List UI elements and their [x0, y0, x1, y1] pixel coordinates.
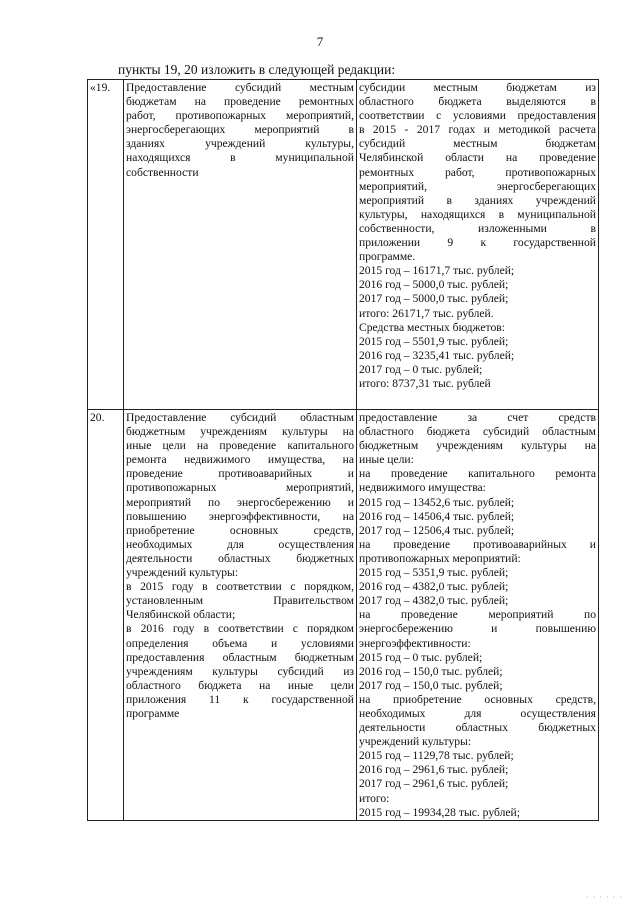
text-line: 2017 год – 5000,0 тыс. рублей;	[359, 292, 509, 306]
text-line: в 2015 году в соответствии с порядком,	[126, 580, 354, 594]
text-line: 2017 год – 2961,6 тыс. рублей;	[359, 777, 509, 791]
table-row	[88, 410, 599, 821]
text-line: программе.	[359, 250, 416, 264]
text-line: 2016 год – 14506,4 тыс. рублей;	[359, 509, 515, 523]
text-line: установленным Правительством	[126, 594, 354, 608]
text-line: областного бюджета субсидий областным	[359, 425, 596, 439]
text-line: 2017 год – 0 тыс. рублей;	[359, 362, 483, 376]
text-line: собственности	[126, 165, 199, 179]
text-line: собственности, изложенными в	[359, 221, 596, 235]
text-line: мероприятий, энергосберегающих	[359, 179, 596, 193]
text-line: 2015 год – 0 тыс. рублей;	[359, 650, 483, 664]
text-line: на проведение капитального ремонта	[359, 467, 596, 481]
text-line: соответствии с условиями предоставления	[359, 109, 596, 123]
text-line: энергосбережению и повышению	[359, 622, 596, 636]
text-line: противопожарных мероприятий,	[126, 481, 354, 495]
text-line: 2016 год – 3235,41 тыс. рублей;	[359, 348, 515, 362]
text-line: 2017 год – 150,0 тыс. рублей;	[359, 678, 503, 692]
text-line: 2016 год – 150,0 тыс. рублей;	[359, 664, 503, 678]
text-line: 2015 год – 13452,6 тыс. рублей;	[359, 495, 515, 509]
text-line: субсидии местным бюджетам из	[359, 81, 596, 94]
text-line: недвижимого имущества:	[359, 481, 486, 495]
item-content	[357, 80, 599, 410]
text-line: областного бюджета выделяются в	[359, 95, 596, 109]
table-row	[88, 80, 599, 410]
text-line: деятельности областных бюджетных	[126, 551, 354, 565]
text-line: бюджетным учреждениям культуры на	[126, 425, 354, 439]
text-line: Челябинской области на проведение	[359, 151, 596, 165]
text-line: 2017 год – 4382,0 тыс. рублей;	[359, 594, 509, 608]
text-line: 2015 год – 16171,7 тыс. рублей;	[359, 264, 515, 278]
text-line: необходимых для осуществления	[126, 537, 354, 551]
text-line: учреждениям культуры субсидий из	[126, 664, 354, 678]
text-line: энергоэффективности:	[359, 636, 471, 650]
text-line: предоставление за счет средств	[359, 411, 596, 424]
text-line: приложении 9 к государственной	[359, 236, 596, 250]
program-table	[87, 79, 599, 821]
text-line: 2015 год – 1129,78 тыс. рублей;	[359, 749, 514, 763]
text-line: повышению энергоэффективности, на	[126, 509, 354, 523]
text-line: на приобретение основных средств,	[359, 692, 596, 706]
page-number: 7	[316, 34, 324, 49]
text-line: культуры, находящихся в муниципальной	[359, 207, 596, 221]
text-line: итого: 26171,7 тыс. рублей.	[359, 306, 494, 320]
text-line: ремонтных работ, противопожарных	[359, 165, 596, 179]
text-line: на проведение противоаварийных и	[359, 537, 596, 551]
text-line: ремонта недвижимого имущества, на	[126, 453, 354, 467]
text-line: работ, противопожарных мероприятий,	[126, 109, 354, 123]
text-line: деятельности областных бюджетных	[359, 721, 596, 735]
item-number: 20.	[88, 410, 124, 821]
item-content	[357, 410, 599, 821]
item-name-lines	[126, 81, 354, 180]
text-line: зданиях учреждений культуры,	[126, 137, 354, 151]
text-line: бюджетным учреждениям культуры на	[359, 439, 596, 453]
text-line: иные цели на проведение капитального	[126, 439, 354, 453]
amendment-intro: пункты 19, 20 изложить в следующей редакции:	[118, 62, 396, 77]
text-line: в 2016 году в соответствии с порядком	[126, 622, 354, 636]
text-line: проведение противоаварийных и	[126, 467, 354, 481]
text-line: учреждений культуры:	[359, 735, 472, 749]
text-line: итого:	[359, 791, 390, 805]
text-line: мероприятий по энергосбережению и	[126, 495, 354, 509]
text-line: Предоставление субсидий областным	[126, 411, 354, 424]
text-line: в 2015 - 2017 годах и методикой расчета	[359, 123, 596, 137]
item-name	[124, 80, 357, 410]
item-content-lines	[359, 411, 596, 820]
text-line: 2016 год – 5000,0 тыс. рублей;	[359, 278, 509, 292]
text-line: программе	[126, 706, 180, 720]
text-line: приложения 11 к государственной	[126, 692, 354, 706]
text-line: необходимых для осуществления	[359, 706, 596, 720]
text-line: субсидий местным бюджетам	[359, 137, 596, 151]
text-line: бюджетам на проведение ремонтных	[126, 95, 354, 109]
text-line: энергосберегающих мероприятий в	[126, 123, 354, 137]
text-line: находящихся в муниципальной	[126, 151, 354, 165]
text-line: 2015 год – 5351,9 тыс. рублей;	[359, 566, 509, 580]
item-content-lines	[359, 81, 596, 391]
text-line: 2015 год – 19934,28 тыс. рублей;	[359, 805, 520, 819]
item-name-lines	[126, 411, 354, 721]
text-line: мероприятий в зданиях учреждений	[359, 193, 596, 207]
text-line: итого: 8737,31 тыс. рублей	[359, 376, 491, 390]
text-line: учреждений культуры:	[126, 566, 239, 580]
text-line: 2015 год – 5501,9 тыс. рублей;	[359, 334, 509, 348]
text-line: 2016 год – 2961,6 тыс. рублей;	[359, 763, 509, 777]
text-line: Предоставление субсидий местным	[126, 81, 354, 94]
text-line: иные цели:	[359, 453, 414, 467]
text-line: Челябинской области;	[126, 608, 236, 622]
text-line: на проведение мероприятий по	[359, 608, 596, 622]
text-line: противопожарных мероприятий:	[359, 551, 521, 565]
item-number: «19.	[88, 80, 124, 410]
text-line: областного бюджета на иные цели	[126, 678, 354, 692]
text-line: определения объема и условиями	[126, 636, 354, 650]
scan-dots: · · · · · ·	[586, 893, 623, 902]
item-name	[124, 410, 357, 821]
text-line: Средства местных бюджетов:	[359, 320, 505, 334]
text-line: предоставления областным бюджетным	[126, 650, 354, 664]
text-line: 2016 год – 4382,0 тыс. рублей;	[359, 580, 509, 594]
text-line: приобретение основных средств,	[126, 523, 354, 537]
text-line: 2017 год – 12506,4 тыс. рублей;	[359, 523, 515, 537]
